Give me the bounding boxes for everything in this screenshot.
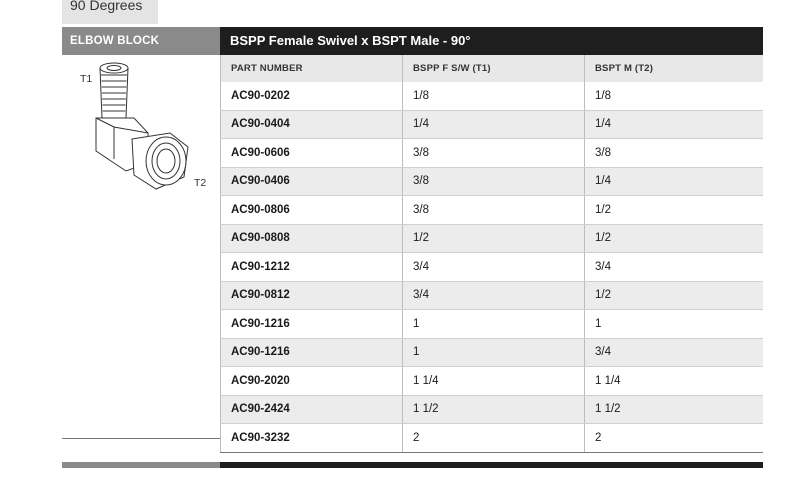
parts-table	[220, 55, 763, 453]
table-row	[221, 253, 764, 282]
col-part-number: PART NUMBER	[221, 55, 403, 82]
t2-size: 3/4	[585, 253, 764, 282]
table-row	[221, 167, 764, 196]
t1-size: 2	[403, 424, 585, 453]
table-row	[221, 281, 764, 310]
table-row	[221, 367, 764, 396]
t2-size: 1/2	[585, 196, 764, 225]
t1-size: 1/8	[403, 82, 585, 110]
t2-size: 1/2	[585, 224, 764, 253]
table-row	[221, 338, 764, 367]
product-title: BSPP Female Swivel x BSPT Male - 90°	[220, 27, 763, 55]
table-row	[221, 196, 764, 225]
table-row	[221, 224, 764, 253]
next-section-bar-left	[62, 462, 220, 468]
t1-size: 1/2	[403, 224, 585, 253]
t1-size: 3/4	[403, 253, 585, 282]
next-section-bar-right	[220, 462, 763, 468]
part-number: AC90-1216	[221, 310, 403, 339]
t1-size: 3/8	[403, 167, 585, 196]
part-number: AC90-0404	[221, 110, 403, 139]
table-row	[221, 139, 764, 168]
t2-size: 3/8	[585, 139, 764, 168]
t2-size: 1/2	[585, 281, 764, 310]
t2-size: 3/4	[585, 338, 764, 367]
part-number: AC90-0806	[221, 196, 403, 225]
t1-size: 1	[403, 338, 585, 367]
t1-size: 3/8	[403, 196, 585, 225]
part-number: AC90-0808	[221, 224, 403, 253]
t2-size: 1/8	[585, 82, 764, 110]
t1-label: T1	[80, 73, 93, 85]
t2-size: 1 1/2	[585, 395, 764, 424]
table-row	[221, 82, 764, 110]
col-t1: BSPP F S/W (T1)	[403, 55, 585, 82]
t1-size: 1 1/4	[403, 367, 585, 396]
part-number: AC90-3232	[221, 424, 403, 453]
part-number: AC90-0406	[221, 167, 403, 196]
table-row	[221, 310, 764, 339]
t2-size: 2	[585, 424, 764, 453]
t2-label: T2	[194, 177, 207, 189]
table-header-row	[221, 55, 764, 82]
table-row	[221, 395, 764, 424]
t1-size: 3/4	[403, 281, 585, 310]
table-row	[221, 424, 764, 453]
t2-size: 1/4	[585, 167, 764, 196]
section-tab	[62, 0, 158, 24]
t1-size: 3/8	[403, 139, 585, 168]
part-number: AC90-1216	[221, 338, 403, 367]
t2-size: 1/4	[585, 110, 764, 139]
figure-panel	[62, 55, 220, 439]
t2-size: 1 1/4	[585, 367, 764, 396]
part-number: AC90-0606	[221, 139, 403, 168]
t2-size: 1	[585, 310, 764, 339]
t1-size: 1 1/2	[403, 395, 585, 424]
table-row	[221, 110, 764, 139]
part-number: AC90-0812	[221, 281, 403, 310]
t1-size: 1/4	[403, 110, 585, 139]
part-number: AC90-2424	[221, 395, 403, 424]
t1-size: 1	[403, 310, 585, 339]
part-number: AC90-2020	[221, 367, 403, 396]
col-t2: BSPT M (T2)	[585, 55, 764, 82]
category-header: ELBOW BLOCK	[62, 27, 220, 55]
part-number: AC90-0202	[221, 82, 403, 110]
section-tab-label: 90 Degrees	[70, 0, 143, 13]
part-number: AC90-1212	[221, 253, 403, 282]
